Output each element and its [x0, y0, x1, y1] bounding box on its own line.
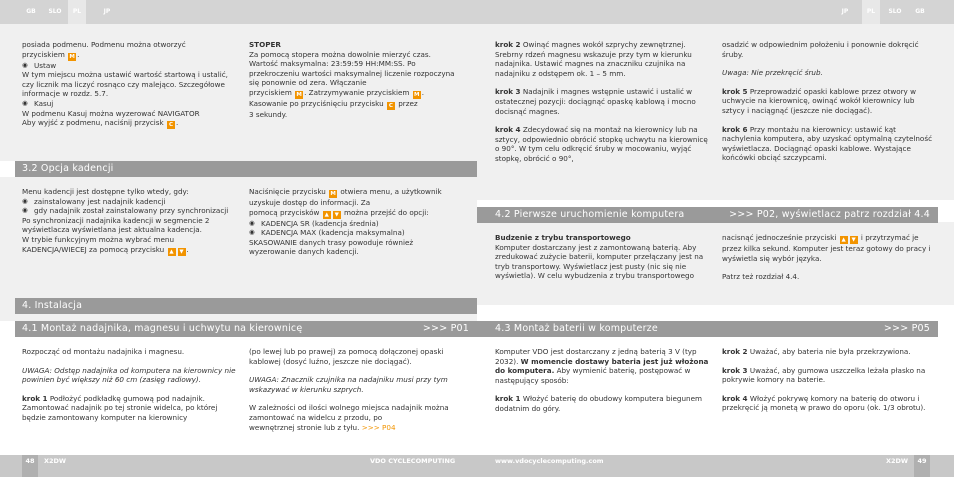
paragraph: (po lewej lub po prawej) za pomocą dołączonej opaski kablowej (dosyć luźno, jeszcze nie dociągać). — [249, 347, 444, 366]
left-top-col2 — [249, 40, 461, 120]
note: UWAGA: Znacznik czujnika na nadajniku musi przy tym wskazywać w kierunku szprych. — [249, 375, 448, 394]
tab-pl-left[interactable]: PL — [68, 0, 86, 24]
tab-jp-right[interactable]: JP — [841, 8, 849, 15]
paragraph: W zależności od ilości wolnego miejsca nadajnik można zamontować na widelcu z przodu, po — [249, 403, 449, 422]
paragraph: krok 2 Owinąć magnes wokół szprychy zewnętrznej. Srebrny rdzeń magnesu wskazuje przy tym w kierunku nadajnika. Ustawić magnes na znaczniku czujnika na nadajniku z odstępem ok. 1 – 5 mm. — [495, 40, 692, 78]
subsection-title: Budzenie z trybu transportowego — [495, 233, 631, 242]
sec41-col2 — [249, 347, 461, 432]
top-bar-left — [0, 0, 477, 24]
paragraph: pomocą przycisków ▲ ▼ można przejść do opcji: — [249, 207, 429, 218]
section-title: 4.1 Montaż nadajnika, magnesu i uchwytu na kierownicę — [22, 323, 303, 334]
paragraph: Za pomocą stopera można dowolnie mierzyć czas. Wartość maksymalna: 23:59:59 HH:MM:SS. Po przekroczeniu wartości maksymalnej liczenie rozpoczyna się ponownie od zera. Włączanie — [249, 49, 455, 88]
paragraph: Komputer VDO jest dostarczany z jedną baterią 3 V (typ 2032). W momencie dostawy bateria jest już włożona do komputera. Aby wymienić baterię, postępować w następujący sposób: — [495, 347, 709, 385]
paragraph: Po synchronizacji nadajnika kadencji w segmencie 2 wyświetlacza wyświetlana jest aktualna kadencja. — [22, 215, 210, 235]
bullet-item: ◉ Kasuj — [22, 99, 232, 109]
section-header-4-2 — [477, 207, 938, 223]
tab-gb-right[interactable]: GB — [915, 8, 925, 15]
tab-slo-left[interactable]: SLO — [48, 8, 62, 15]
sec43-col1 — [495, 347, 710, 414]
paragraph: krok 6 Przy montażu na kierownicy: ustawić kąt nachylenia komputera, aby uzyskać optymalną czytelność wyświetlacza. Dociągnąć opaski kablowe. Wystające końcówki obciąć szczypcami. — [722, 124, 933, 163]
figure-reference[interactable]: >>> P04 — [361, 422, 396, 432]
paragraph: W podmenu Kasuj można wyzerować NAVIGATOR — [22, 108, 200, 118]
m-button-icon: M — [330, 191, 336, 197]
figure-reference: >>> P02, wyświetlacz patrz rozdział 4.4 — [729, 209, 930, 220]
up-button-icon: ▲ — [841, 237, 846, 243]
page-number-left: 48 — [22, 455, 38, 477]
figure-reference: >>> P05 — [883, 323, 930, 334]
paragraph: krok 3 Uważać, aby gumowa uszczelka leżała płasko na pokrywie komory na baterie. — [722, 365, 926, 385]
right-top-col1 — [495, 40, 710, 164]
section-header-3-2 — [15, 161, 477, 177]
text-line: przyciskiem M . — [22, 49, 80, 60]
down-button-icon: ▼ — [851, 237, 856, 243]
c-button-icon: C — [388, 102, 393, 109]
paragraph: krok 4 Zdecydować się na montaż na kierownicy lub na sztycy, odpowiednio obrócić stopkę uchwytu na kierownicę o 90°. W tym celu odkręcić śruby w mocowaniu, wyjąć stopkę, obrócić o 90°, — [495, 125, 708, 163]
section-title: 3.2 Opcja kadencji — [22, 163, 114, 174]
sec32-col2 — [249, 187, 461, 257]
down-button-icon: ▼ — [179, 248, 184, 255]
paragraph: Rozpocząć od montażu nadajnika i magnesu. — [22, 347, 185, 356]
sec32-col1 — [22, 187, 237, 256]
left-top-col1 — [22, 40, 232, 129]
paragraph: Menu kadencji jest dostępne tylko wtedy, gdy: — [22, 187, 189, 196]
tab-gb-left[interactable]: GB — [26, 8, 36, 15]
paragraph: SKASOWANIE danych trasy powoduje również wyzerowanie danych kadencji. — [249, 237, 414, 257]
footer-model-right: X2DW — [886, 457, 909, 465]
tab-jp-left[interactable]: JP — [103, 8, 111, 15]
paragraph: przyciskiem M . Zatrzymywanie przyciskiem M . — [249, 87, 425, 98]
paragraph: Naciśnięcie przycisku M otwiera menu, a użytkownik uzyskuje dostęp do informacji. Za — [249, 187, 442, 207]
section-header-4 — [15, 298, 477, 314]
c-button-icon: C — [168, 122, 173, 129]
page-number-right: 49 — [914, 455, 930, 477]
footer-bar — [0, 455, 954, 477]
paragraph: wewnętrznej stronie lub z tyłu. >>> P04 — [249, 422, 396, 432]
section-title: 4. Instalacja — [22, 300, 83, 311]
stoper-title: STOPER — [249, 40, 281, 49]
paragraph: W trybie funkcyjnym można wybrać menu — [22, 234, 175, 244]
section-header-4-1 — [15, 321, 477, 337]
sec42-col1 — [495, 233, 710, 281]
section-header-4-3 — [477, 321, 938, 337]
right-top-col2 — [722, 40, 934, 163]
bullet-item: ◉ KADENCJA MAX (kadencja maksymalna) — [249, 228, 461, 238]
bullet-item: ◉ gdy nadajnik został zainstalowany przy synchronizacji — [22, 206, 237, 216]
paragraph: krok 1 Włożyć baterię do obudowy komputera biegunem dodatnim do góry. — [495, 394, 703, 413]
m-button-icon: M — [296, 91, 302, 98]
sec41-col1 — [22, 347, 237, 423]
tab-pl-right[interactable]: PL — [862, 0, 880, 24]
note: Uwaga: Nie przekręcić śrub. — [722, 68, 823, 78]
paragraph: Patrz też rozdział 4.4. — [722, 272, 800, 282]
paragraph: 3 sekundy. — [249, 109, 288, 119]
note: UWAGA: Odstęp nadajnika od komputera na kierownicy nie powinien być większy niż 60 cm (zasięg radiowy). — [22, 365, 236, 385]
paragraph: krok 3 Nadajnik i magnes wstępnie ustawić i ustalić w ostatecznej pozycji: dociągnąć opaskę kablową i mocno docisnąć magnes. — [495, 87, 696, 116]
sec43-col2 — [722, 347, 934, 413]
down-button-icon: ▼ — [334, 211, 339, 218]
paragraph: Aby wyjść z podmenu, naciśnij przycisk C . — [22, 118, 179, 129]
m-button-icon: M — [69, 53, 75, 60]
tab-slo-right[interactable]: SLO — [888, 8, 902, 15]
paragraph: krok 1 Podłożyć podkładkę gumową pod nadajnik. Zamontować nadajnik po tej stronie widelca, po której będzie zamontowany komputer na kierownicy — [22, 393, 218, 422]
footer-brand: VDO CYCLECOMPUTING — [370, 457, 456, 465]
paragraph: KADENCJA/WIECEJ za pomocą przycisku ▲ ▼ . — [22, 244, 189, 255]
paragraph: Kasowanie po przyciśnięciu przycisku C przez — [249, 98, 418, 109]
m-button-icon: M — [413, 91, 420, 98]
bullet-item: ◉ zainstalowany jest nadajnik kadencji — [22, 197, 237, 207]
top-bar-right — [477, 0, 954, 24]
paragraph: krok 2 Uważać, aby bateria nie była przekrzywiona. — [722, 347, 911, 356]
section-title: 4.2 Pierwsze uruchomienie komputera — [495, 209, 685, 220]
paragraph: krok 5 Przeprowadzić opaski kablowe przez otwory w uchwycie na kierownicę, owinąć wokół kierownicy lub sztycy i naciągnąć (jeszcze nie dociągać). — [722, 86, 916, 115]
text-line: posiada podmenu. Podmenu można otworzyć — [22, 40, 186, 49]
sec42-col2 — [722, 233, 934, 282]
bullet-item: ◉ KADENCJA SR (kadencja średnia) — [249, 219, 461, 229]
footer-model-left: X2DW — [44, 457, 67, 465]
figure-reference: >>> P01 — [422, 323, 469, 334]
bullet-item: ◉ Ustaw — [22, 61, 232, 71]
paragraph: krok 4 Włożyć pokrywę komory na baterię do otworu i przekręcić ją monetą w prawo do oporu (ok. 1/3 obrotu). — [722, 393, 926, 413]
paragraph: osadzić w odpowiednim położeniu i ponownie dokręcić śruby. — [722, 40, 919, 59]
paragraph: W tym miejscu można ustawić wartość startową i ustalić, czy licznik ma liczyć rosnąco czy malejąco. Szczegółowe informacje w rozdz. 5.7. — [22, 70, 228, 99]
section-title: 4.3 Montaż baterii w komputerze — [495, 323, 658, 334]
footer-website[interactable]: www.vdocyclecomputing.com — [495, 457, 604, 465]
paragraph: Komputer dostarczany jest z zamontowaną baterią. Aby zredukować zużycie baterii, komputer przełączany jest na tryb transportowy. Wyświetlacz jest pusty (nic się nie wyświetla). W celu wybudzenia z trybu transportowego — [495, 242, 704, 281]
up-button-icon: ▲ — [169, 248, 174, 255]
up-button-icon: ▲ — [324, 211, 329, 218]
paragraph: nacisnąć jednocześnie przyciski ▲ ▼ i przytrzymać je przez kilka sekund. Komputer jest teraz gotowy do pracy i wyświetla się wybór języka. — [722, 233, 931, 263]
